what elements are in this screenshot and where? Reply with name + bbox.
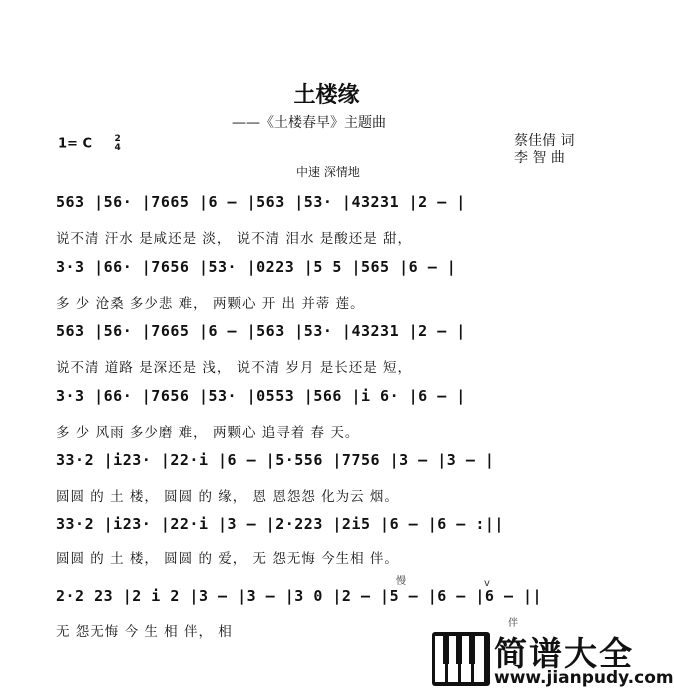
time-top: 2 <box>114 134 121 144</box>
time-bottom: 4 <box>114 143 121 153</box>
song-subtitle: ——《土楼春早》主题曲 <box>232 115 386 131</box>
notation-line-5: 33·2 |i23· |22·i |6 – |5·556 |7756 |3 – |3 – | <box>56 451 495 469</box>
breath-mark: v <box>484 578 490 589</box>
lyricist-credit: 蔡佳倩 词 <box>514 133 575 149</box>
notation-line-2: 3·3 |66· |7656 |53· |0223 |5 5 |565 |6 – | <box>56 258 457 276</box>
site-logo <box>432 628 674 690</box>
slow-marking: 慢 <box>396 576 406 587</box>
lyric-line-4: 多 少 风雨 多少磨 难， 两颗心 追寻着 春 天。 <box>56 425 360 441</box>
logo-url: www.jianpudy.com <box>494 668 674 688</box>
song-title: 土楼缘 <box>293 82 360 108</box>
notation-line-7: 2·2 23 |2 i 2 |3 – |3 – |3 0 |2 – |5 – |6 – |6 – || <box>56 587 543 605</box>
partial-lyric: 伴 <box>508 618 518 629</box>
lyric-line-3: 说不清 道路 是深还是 浅， 说不清 岁月 是长还是 短， <box>56 360 413 376</box>
time-signature <box>115 135 121 153</box>
notation-line-6: 33·2 |i23· |22·i |3 – |2·223 |2i5 |6 – |6 – :|| <box>56 515 504 533</box>
key-signature <box>58 135 121 153</box>
lyric-line-6: 圆圆 的 土 楼， 圆圆 的 爱， 无 怨无悔 今生相 伴。 <box>56 551 399 567</box>
notation-line-4: 3·3 |66· |7656 |53· |0553 |566 |i 6· |6 – | <box>56 387 466 405</box>
piano-keys-icon <box>432 632 490 686</box>
logo-name: 简谱大全 <box>494 634 634 673</box>
lyric-line-1: 说不清 汗水 是咸还是 淡， 说不清 泪水 是酸还是 甜， <box>56 231 413 247</box>
lyric-line-2: 多 少 沧桑 多少悲 难， 两颗心 开 出 并蒂 莲。 <box>56 296 365 312</box>
key-label: 1= C <box>58 136 93 152</box>
lyric-line-7: 无 怨无悔 今 生 相 伴， 相 <box>56 624 233 640</box>
notation-line-1: 563 |56· |7665 |6 – |563 |53· |43231 |2 – | <box>56 193 466 211</box>
tempo-marking: 中速 深情地 <box>296 165 360 179</box>
lyric-line-5: 圆圆 的 土 楼， 圆圆 的 缘， 恩 恩怨怨 化为云 烟。 <box>56 489 399 505</box>
notation-line-3: 563 |56· |7665 |6 – |563 |53· |43231 |2 – | <box>56 322 466 340</box>
composer-credit: 李 智 曲 <box>514 150 565 166</box>
